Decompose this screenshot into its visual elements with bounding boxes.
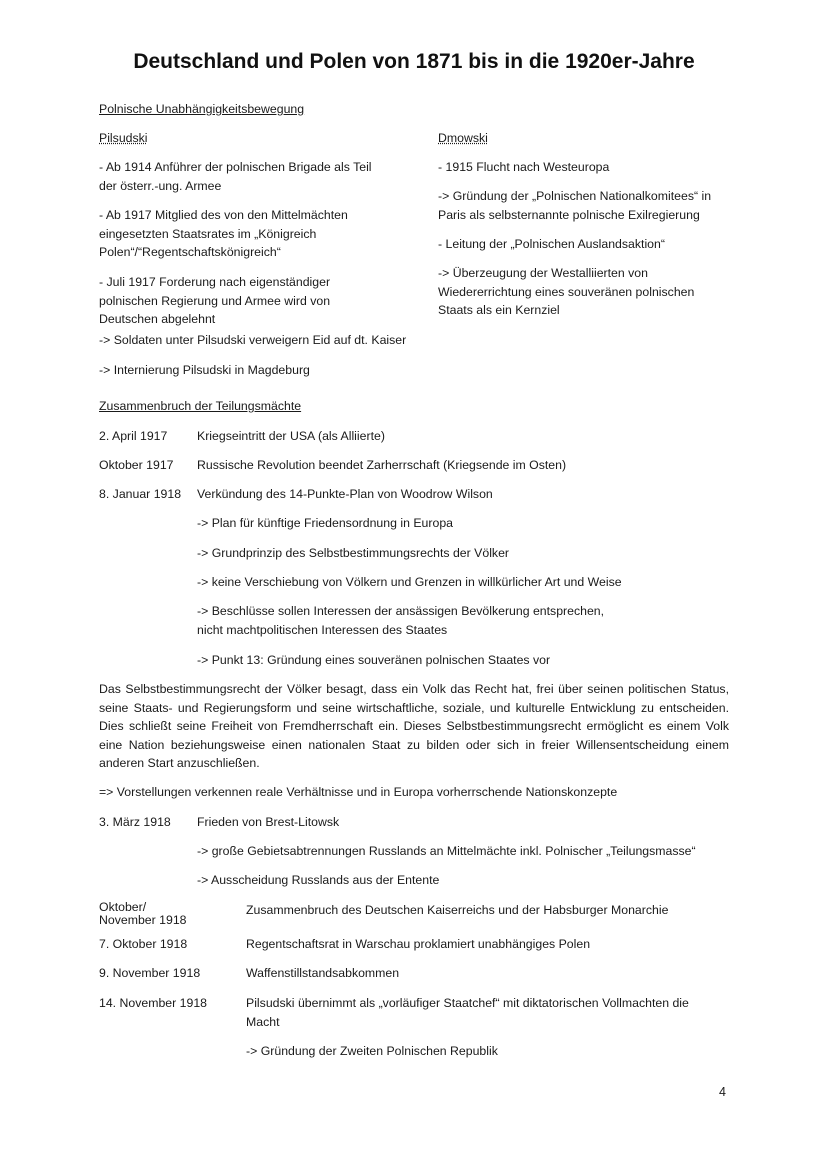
- text-line: -> Beschlüsse sollen Interessen der ansässigen Bevölkerung entsprechen,: [197, 604, 605, 618]
- text-line: eingesetzten Staatsrates im „Königreich: [99, 226, 317, 241]
- wilson-point: -> Grundprinzip des Selbstbestimmungsrechts der Völker: [197, 546, 510, 560]
- event-date: 8. Januar 1918: [99, 487, 182, 501]
- event-text: Verkündung des 14-Punkte-Plan von Woodrow Wilson: [197, 487, 493, 501]
- event-date: Oktober 1917: [99, 458, 174, 472]
- event-text: Frieden von Brest-Litowsk: [197, 815, 340, 829]
- text-line: -> Überzeugung der Westalliierten von: [438, 266, 648, 280]
- event-text: Waffenstillstandsabkommen: [246, 966, 400, 980]
- text-line: Staats als ein Kernziel: [438, 303, 560, 317]
- text-line: Macht: [246, 1014, 280, 1029]
- text-line: -> Gründung der „Polnischen Nationalkomitees“ in: [438, 189, 712, 203]
- page-number: 4: [719, 1085, 726, 1099]
- final-point: -> Gründung der Zweiten Polnischen Republik: [246, 1044, 498, 1058]
- consequence-line: -> Soldaten unter Pilsudski verweigern Eid auf dt. Kaiser: [99, 333, 407, 347]
- text-line: nicht machtpolitischen Interessen des Staates: [197, 622, 448, 637]
- event-date: [99, 901, 187, 927]
- text-line: November 1918: [99, 913, 187, 927]
- text-line: polnischen Regierung und Armee wird von: [99, 293, 331, 308]
- dmowski-item: [438, 158, 609, 177]
- brest-point: -> große Gebietsabtrennungen Russlands an Mittelmächte inkl. Polnischer „Teilungsmasse“: [197, 844, 696, 858]
- section-heading-independence: Polnische Unabhängigkeitsbewegung: [99, 102, 305, 116]
- text-line: der österr.-ung. Armee: [99, 178, 222, 193]
- conclusion-line: => Vorstellungen verkennen reale Verhältnisse und in Europa vorherrschende Nationskonzepte: [99, 785, 618, 799]
- event-text: Kriegseintritt der USA (als Alliierte): [197, 429, 385, 443]
- wilson-point: -> keine Verschiebung von Völkern und Grenzen in willkürlicher Art und Weise: [197, 575, 622, 589]
- text-line: Deutschen abgelehnt: [99, 312, 216, 326]
- wilson-point: -> Plan für künftige Friedensordnung in Europa: [197, 516, 454, 530]
- text-line: - Juli 1917 Forderung nach eigenständiger: [99, 275, 331, 289]
- dmowski-item: [438, 264, 694, 320]
- text-line: - Ab 1914 Anführer der polnischen Brigade als Teil: [99, 160, 372, 174]
- consequence-line: -> Internierung Pilsudski in Magdeburg: [99, 363, 310, 377]
- column-heading-dmowski: Dmowski: [438, 131, 488, 145]
- wilson-point: [197, 602, 604, 639]
- event-date: 2. April 1917: [99, 429, 168, 443]
- event-date: 14. November 1918: [99, 996, 208, 1010]
- self-determination-paragraph: Das Selbstbestimmungsrecht der Völker besagt, dass ein Volk das Recht hat, frei über seinen politischen Status, seine Staats- und Regierungsform und seine wirtschaftliche, soziale, und kulturelle Entwicklung zu entscheiden. Dies schließt seine Freiheit von Fremdherrschaft ein. Dieses Selbstbestimmungsrecht ermöglicht es einem Volk eine Nation beziehungsweise einen nationalen Staat zu bilden oder sich in freier Willensentscheidung einem anderen Start anzuschließen.: [99, 682, 729, 770]
- event-date: 7. Oktober 1918: [99, 937, 188, 951]
- pilsudski-item: [99, 158, 372, 195]
- page-title: Deutschland und Polen von 1871 bis in die 1920er-Jahre: [133, 50, 695, 73]
- brest-point: -> Ausscheidung Russlands aus der Entente: [197, 873, 440, 887]
- pilsudski-item: [99, 206, 348, 262]
- text-line: - 1915 Flucht nach Westeuropa: [438, 160, 610, 174]
- event-text: [246, 994, 689, 1031]
- text-line: - Leitung der „Polnischen Auslandsaktion“: [438, 237, 665, 251]
- text-line: - Ab 1917 Mitglied des von den Mittelmächten: [99, 208, 348, 222]
- wilson-point: -> Punkt 13: Gründung eines souveränen polnischen Staates vor: [197, 653, 551, 667]
- dmowski-item: [438, 187, 711, 224]
- event-text: Regentschaftsrat in Warschau proklamiert unabhängiges Polen: [246, 937, 591, 951]
- column-heading-pilsudski: Pilsudski: [99, 131, 148, 145]
- text-line: Wiedererrichtung eines souveränen polnischen: [438, 284, 695, 299]
- text-line: Paris als selbsternannte polnische Exilregierung: [438, 207, 700, 222]
- pilsudski-item: [99, 273, 330, 329]
- text-line: Oktober/: [99, 900, 147, 914]
- text-line: Polen“/“Regentschaftskönigreich“: [99, 245, 281, 259]
- text-line: Pilsudski übernimmt als „vorläufiger Staatchef“ mit diktatorischen Vollmachten die: [246, 996, 689, 1010]
- event-text: Zusammenbruch des Deutschen Kaiserreichs und der Habsburger Monarchie: [246, 903, 669, 917]
- dmowski-item: [438, 235, 665, 254]
- section-heading-collapse: Zusammenbruch der Teilungsmächte: [99, 399, 302, 413]
- event-date: 3. März 1918: [99, 815, 171, 829]
- event-text: Russische Revolution beendet Zarherrschaft (Kriegsende im Osten): [197, 458, 567, 472]
- event-date: 9. November 1918: [99, 966, 201, 980]
